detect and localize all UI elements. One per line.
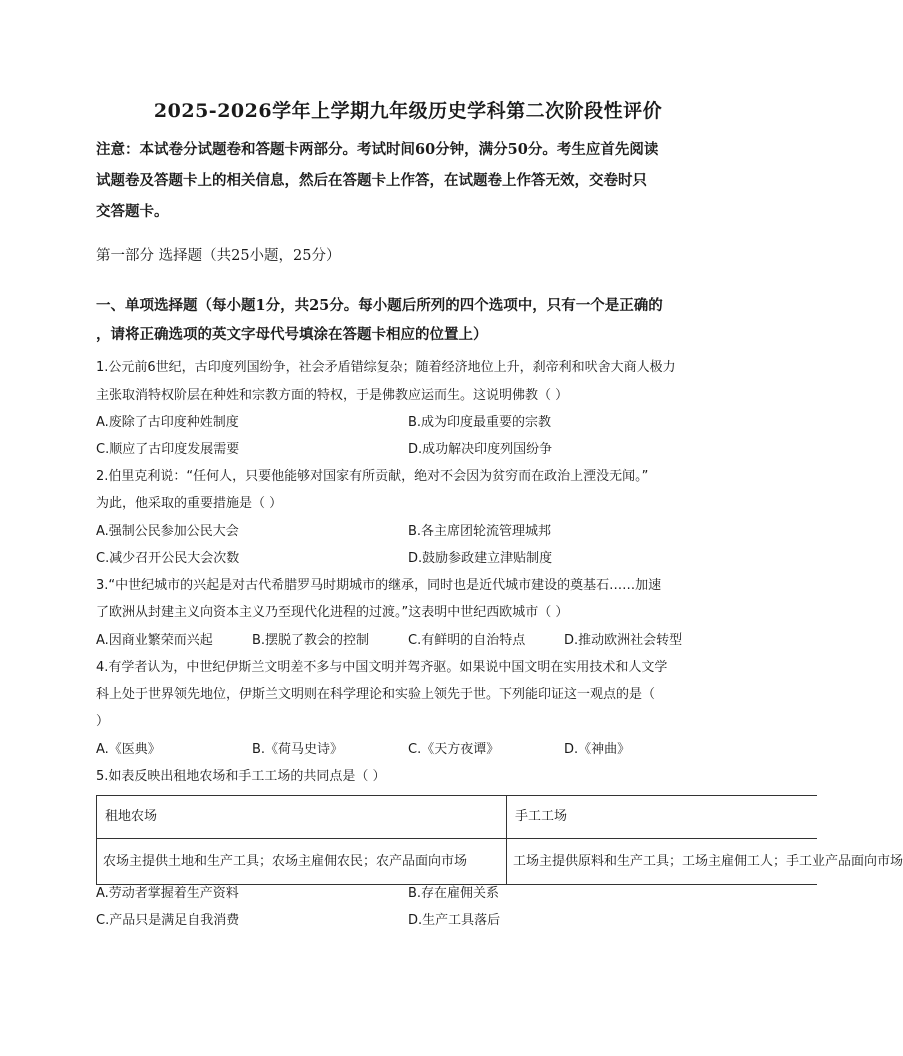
question-4-stem: 科上处于世界领先地位，伊斯兰文明则在科学理论和实验上领先于世。下列能印证这一观点的是（ [96,687,656,702]
notice-line: 试题卷及答题卡上的相关信息，然后在答题卡上作答，在试题卷上作答无效，交卷时只 [96,172,647,189]
question-2-option-c: C.减少召开公民大会次数 [96,551,240,566]
question-4-stem: 4.有学者认为，中世纪伊斯兰文明差不多与中国文明并驾齐驱。如果说中国文明在实用技术和人文学 [96,660,668,675]
question-1-option-a: A.废除了古印度种姓制度 [96,415,239,430]
question-4-option-c: C.《天方夜谭》 [408,742,500,757]
question-4-option-b: B.《荷马史诗》 [252,742,344,757]
question-2-stem: 为此，他采取的重要措施是（ ） [96,496,283,511]
page-title: 2025-2026学年上学期九年级历史学科第二次阶段性评价 [153,100,663,122]
exam-notice [96,134,726,227]
question-1-option-c: C.顺应了古印度发展需要 [96,442,240,457]
question-1-stem: 主张取消特权阶层在种姓和宗教方面的特权，于是佛教应运而生。这说明佛教（ ） [96,388,569,403]
question-3-option-b: B.摆脱了教会的控制 [252,633,370,648]
notice-line: 注意：本试卷分试题卷和答题卡两部分。考试时间60分钟，满分50分。考生应首先阅读 [96,141,659,158]
question-3-option-a: A.因商业繁荣而兴起 [96,633,213,648]
question-4-stem: ） [96,714,110,729]
question-5-option-b: B.存在雇佣关系 [408,886,500,901]
question-2-option-d: D.鼓励参政建立津贴制度 [408,551,553,566]
question-3-option-c: C.有鲜明的自治特点 [408,633,526,648]
table-header-cell: 租地农场 [105,809,158,824]
comparison-table [96,795,903,885]
part-heading: 第一部分 选择题（共25小题，25分） [96,248,341,264]
question-3-stem: 了欧洲从封建主义向资本主义乃至现代化进程的过渡。”这表明中世纪西欧城市（ ） [96,605,569,620]
section-heading-line: 一、单项选择题（每小题1分，共25分。每小题后所列的四个选项中，只有一个是正确的 [96,297,663,314]
question-1-option-d: D.成功解决印度列国纷争 [408,442,553,457]
question-1-option-b: B.成为印度最重要的宗教 [408,415,552,430]
notice-line: 交答题卡。 [96,203,169,220]
question-5-option-d: D.生产工具落后 [408,913,501,928]
section-heading [96,291,726,349]
question-4-option-d: D.《神曲》 [564,742,631,757]
question-5-option-a: A.劳动者掌握着生产资料 [96,886,239,901]
table-cell: 农场主提供土地和生产工具；农场主雇佣农民；农产品面向市场 [103,854,468,869]
question-2-option-a: A.强制公民参加公民大会 [96,524,239,539]
question-5-option-c: C.产品只是满足自我消费 [96,913,240,928]
section-heading-line: ，请将正确选项的英文字母代号填涂在答题卡相应的位置上） [96,326,488,343]
question-1-stem: 1.公元前6世纪，古印度列国纷争，社会矛盾错综复杂；随着经济地位上升，刹帝利和吠舍大商人极力 [96,360,676,375]
table-cell: 工场主提供原料和生产工具；工场主雇佣工人；手工业产品面向市场 [513,854,903,869]
question-2-stem: 2.伯里克利说：“任何人，只要他能够对国家有所贡献，绝对不会因为贫穷而在政治上湮没无闻。” [96,469,649,484]
question-3-stem: 3.“中世纪城市的兴起是对古代希腊罗马时期城市的继承，同时也是近代城市建设的奠基石……加速 [96,578,662,593]
question-5-stem: 5.如表反映出租地农场和手工工场的共同点是（ ） [96,769,386,784]
table-header-cell: 手工工场 [515,809,568,824]
question-2-option-b: B.各主席团轮流管理城邦 [408,524,552,539]
question-3-option-d: D.推动欧洲社会转型 [564,633,683,648]
question-4-option-a: A.《医典》 [96,742,161,757]
